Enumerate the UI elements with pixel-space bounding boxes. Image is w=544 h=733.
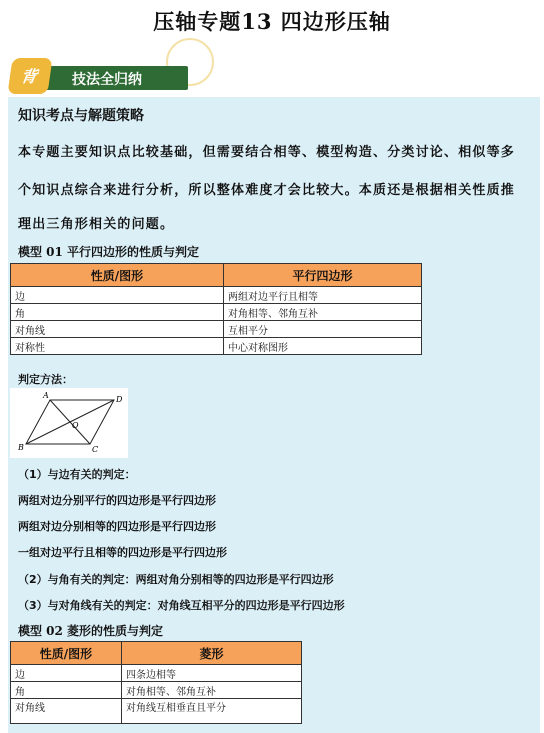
banner-badge-text: 背 bbox=[19, 67, 39, 86]
model1-title: 模型 01 平行四边形的性质与判定 bbox=[18, 245, 200, 259]
table-header: 性质/图形 bbox=[11, 642, 122, 665]
table-cell: 两组对边平行且相等 bbox=[224, 287, 422, 304]
method-label: 判定方法： bbox=[18, 373, 73, 386]
table-header: 菱形 bbox=[122, 642, 302, 665]
table-header: 性质/图形 bbox=[11, 264, 224, 287]
table-header: 平行四边形 bbox=[224, 264, 422, 287]
table-cell: 对角相等、邻角互补 bbox=[224, 304, 422, 321]
criteria-line: 两组对边分别相等的四边形是平行四边形 bbox=[18, 520, 216, 533]
vertex-label: O bbox=[72, 421, 79, 430]
table-row bbox=[11, 682, 302, 699]
criteria-line: （1）与边有关的判定： bbox=[18, 468, 136, 481]
intro-line-2: 个知识点综合来进行分析，所以整体难度才会比较大。本质还是根据相关性质推 bbox=[18, 183, 516, 198]
table-cell: 角 bbox=[11, 304, 224, 321]
table-cell: 对角线互相垂直且平分 bbox=[122, 699, 302, 724]
table-cell: 对角线 bbox=[11, 321, 224, 338]
criteria-line: （3）与对角线有关的判定：对角线互相平分的四边形是平行四边形 bbox=[18, 599, 345, 612]
criteria-line: （2）与角有关的判定：两组对角分别相等的四边形是平行四边形 bbox=[18, 573, 334, 586]
table-cell: 互相平分 bbox=[224, 321, 422, 338]
section-title: 知识考点与解题策略 bbox=[18, 108, 144, 124]
table-cell: 对称性 bbox=[11, 338, 224, 355]
table-cell: 边 bbox=[11, 665, 122, 682]
vertex-label: A bbox=[43, 391, 49, 400]
banner-label: 技法全归纳 bbox=[72, 72, 142, 88]
vertex-label: C bbox=[92, 445, 99, 454]
criteria-line: 一组对边平行且相等的四边形是平行四边形 bbox=[18, 546, 227, 559]
intro-line-1: 本专题主要知识点比较基础，但需要结合相等、模型构造、分类讨论、相似等多 bbox=[18, 145, 516, 160]
page-title: 压轴专题13 四边形压轴 bbox=[153, 9, 391, 34]
table-cell: 对角相等、邻角互补 bbox=[122, 682, 302, 699]
model2-title: 模型 02 菱形的性质与判定 bbox=[18, 624, 164, 638]
table-row bbox=[11, 665, 302, 682]
table-cell: 对角线 bbox=[11, 699, 122, 724]
table-row bbox=[11, 699, 302, 724]
vertex-label: B bbox=[18, 443, 24, 452]
vertex-label: D bbox=[116, 395, 123, 404]
table-cell: 边 bbox=[11, 287, 224, 304]
table-cell: 四条边相等 bbox=[122, 665, 302, 682]
table-cell: 角 bbox=[11, 682, 122, 699]
intro-line-3: 理出三角形相关的问题。 bbox=[18, 217, 175, 232]
criteria-line: 两组对边分别平行的四边形是平行四边形 bbox=[18, 494, 216, 507]
table-cell: 中心对称图形 bbox=[224, 338, 422, 355]
rhombus-table bbox=[10, 641, 302, 724]
